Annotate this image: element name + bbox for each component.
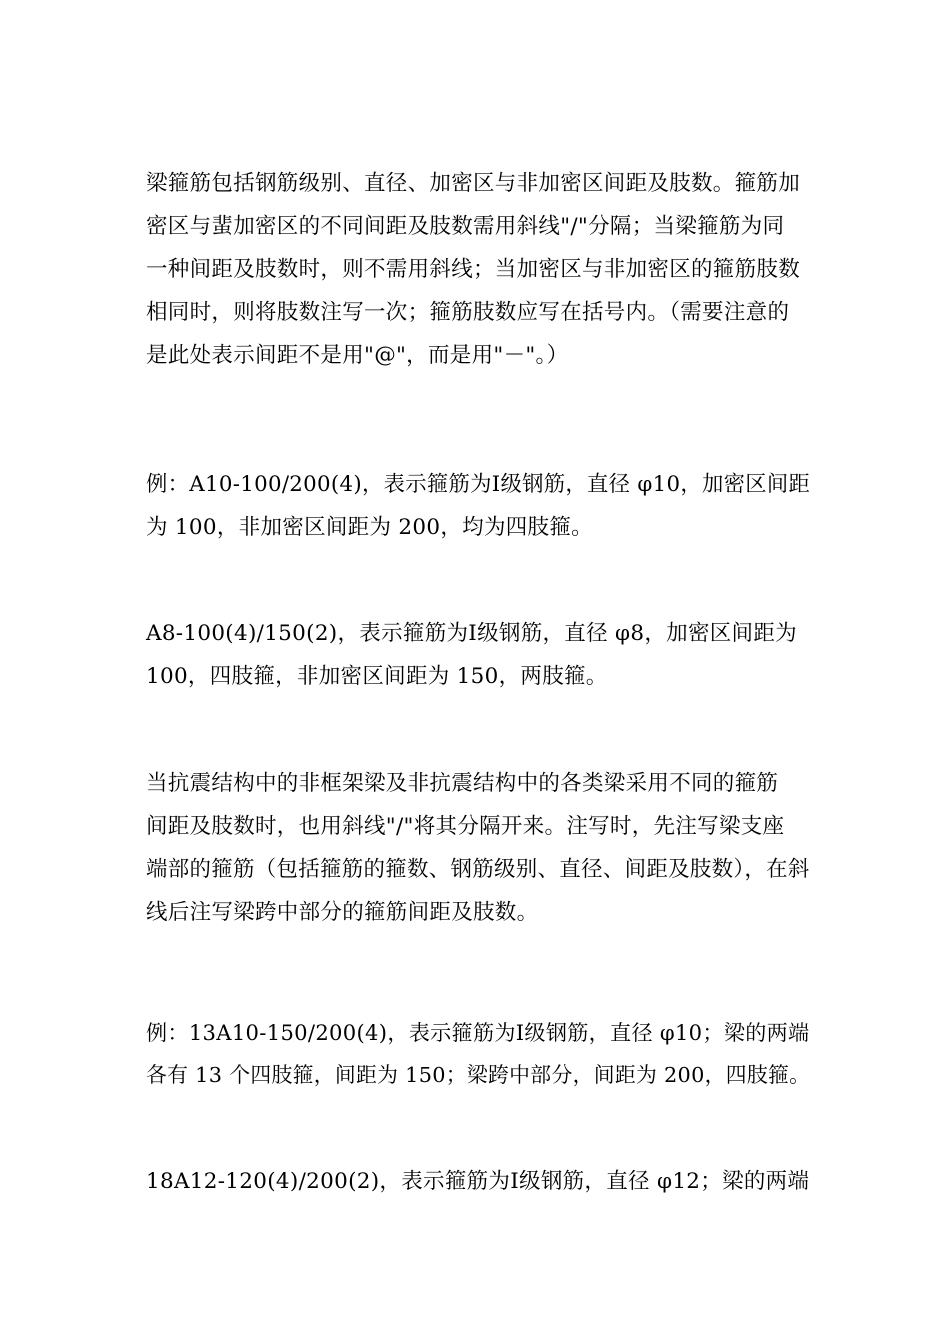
text-line: 线后注写梁跨中部分的箍筋间距及肢数。 [146,900,539,925]
paragraph-example-3 [146,1011,810,1097]
text-line: 例：A10-100/200(4)，表示箍筋为Ⅰ级钢筋，直径 φ10，加密区间距 [146,472,811,497]
paragraph-example-4 [146,1160,810,1203]
text-line: 为 100，非加密区间距为 200，均为四肢箍。 [146,515,593,540]
text-line: A8-100(4)/150(2)，表示箍筋为Ⅰ级钢筋，直径 φ8，加密区间距为 [146,621,797,646]
text-line: 一种间距及肢数时，则不需用斜线；当加密区与非加密区的箍筋肢数 [146,257,801,282]
text-line: 100，四肢箍，非加密区间距为 150，两肢箍。 [146,664,608,689]
paragraph-non-frame-beam [146,762,810,934]
text-line: 梁箍筋包括钢筋级别、直径、加密区与非加密区间距及肢数。箍筋加 [146,171,801,196]
text-line: 间距及肢数时，也用斜线"/"将其分隔开来。注写时，先注写梁支座 [146,814,785,839]
text-line: 相同时，则将肢数注写一次；箍筋肢数应写在括号内。（需要注意的 [146,300,790,325]
text-line: 各有 13 个四肢箍，间距为 150；梁跨中部分，间距为 200，四肢箍。 [146,1063,811,1087]
text-line: 当抗震结构中的非框架梁及非抗震结构中的各类梁采用不同的箍筋 [146,771,779,796]
text-line: 例：13A10-150/200(4)，表示箍筋为Ⅰ级钢筋，直径 φ10；梁的两端 [146,1020,810,1045]
text-line: 端部的箍筋（包括箍筋的箍数、钢筋级别、直径、间距及肢数），在斜 [146,857,810,882]
text-line: 18A12-120(4)/200(2)，表示箍筋为Ⅰ级钢筋，直径 φ12；梁的两端 [146,1169,810,1194]
paragraph-example-1 [146,463,810,549]
text-line: 密区与蜚加密区的不同间距及肢数需用斜线"/"分隔；当梁箍筋为同 [146,214,785,239]
paragraph-stirrup-notation [146,162,810,377]
paragraph-example-2 [146,612,810,698]
text-line: 是此处表示间距不是用"@"，而是用"－"。） [146,343,569,368]
